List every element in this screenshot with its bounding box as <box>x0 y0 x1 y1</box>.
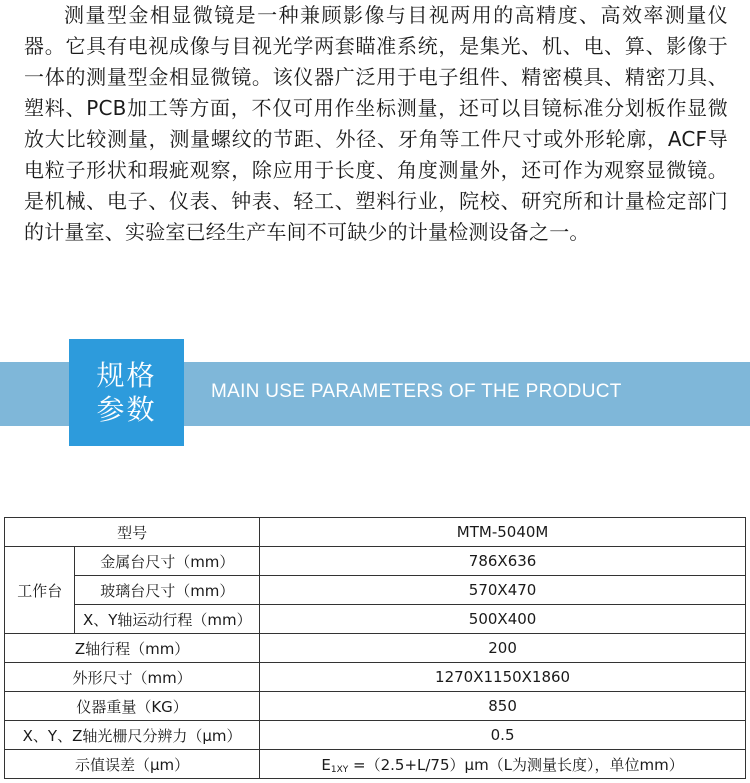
row-label: X、Y、Z轴光栅尺分辨力（μm） <box>5 721 260 750</box>
row-value: 1270X1150X1860 <box>260 663 746 692</box>
stage-group-label: 工作台 <box>5 547 75 634</box>
table-row <box>5 634 746 663</box>
row-label: 仪器重量（KG） <box>5 692 260 721</box>
error-label: 示值误差（μm） <box>5 750 260 779</box>
stage-row-value: 786X636 <box>260 547 746 576</box>
badge-title-line1: 规格 <box>96 358 157 392</box>
row-value: 850 <box>260 692 746 721</box>
row-label: 外形尺寸（mm） <box>5 663 260 692</box>
table-row <box>5 605 746 634</box>
error-value <box>260 750 746 779</box>
error-formula: =（2.5+L/75）μm（L为测量长度），单位mm） <box>353 755 684 774</box>
table-row <box>5 547 746 576</box>
stage-row-label: X、Y轴运动行程（mm） <box>75 605 260 634</box>
error-symbol: E <box>321 755 331 774</box>
stage-row-value: 570X470 <box>260 576 746 605</box>
table-row <box>5 518 746 547</box>
table-row <box>5 663 746 692</box>
model-label: 型号 <box>5 518 260 547</box>
table-row <box>5 721 746 750</box>
section-badge <box>69 339 184 446</box>
badge-title-line2: 参数 <box>96 392 157 426</box>
model-value: MTM-5040M <box>260 518 746 547</box>
intro-paragraph: 测量型金相显微镜是一种兼顾影像与目视两用的高精度、高效率测量仪器。它具有电视成像与目视光学两套瞄准系统，是集光、机、电、算、影像于一体的测量型金相显微镜。该仪器广泛用于电子组件、精密模具、精密刀具、塑料、PCB加工等方面，不仅可用作坐标测量，还可以目镜标准分划板作显微放大比较测量，测量螺纹的节距、外径、牙角等工件尺寸或外形轮廓，ACF导电粒子形状和瑕疵观察，除应用于长度、角度测量外，还可作为观察显微镜。是机械、电子、仪表、钟表、轻工、塑料行业，院校、研究所和计量检定部门的计量室、实验室已经生产车间不可缺少的计量检测设备之一。 <box>24 3 728 244</box>
row-label: Z轴行程（mm） <box>5 634 260 663</box>
row-value: 0.5 <box>260 721 746 750</box>
error-symbol-subscript: 1XY <box>330 764 349 775</box>
banner-subtitle: MAIN USE PARAMETERS OF THE PRODUCT <box>211 381 622 402</box>
row-value: 200 <box>260 634 746 663</box>
stage-row-value: 500X400 <box>260 605 746 634</box>
table-row <box>5 750 746 779</box>
table-row <box>5 576 746 605</box>
table-row <box>5 692 746 721</box>
stage-row-label: 金属台尺寸（mm） <box>75 547 260 576</box>
stage-row-label: 玻璃台尺寸（mm） <box>75 576 260 605</box>
spec-table <box>4 517 746 779</box>
